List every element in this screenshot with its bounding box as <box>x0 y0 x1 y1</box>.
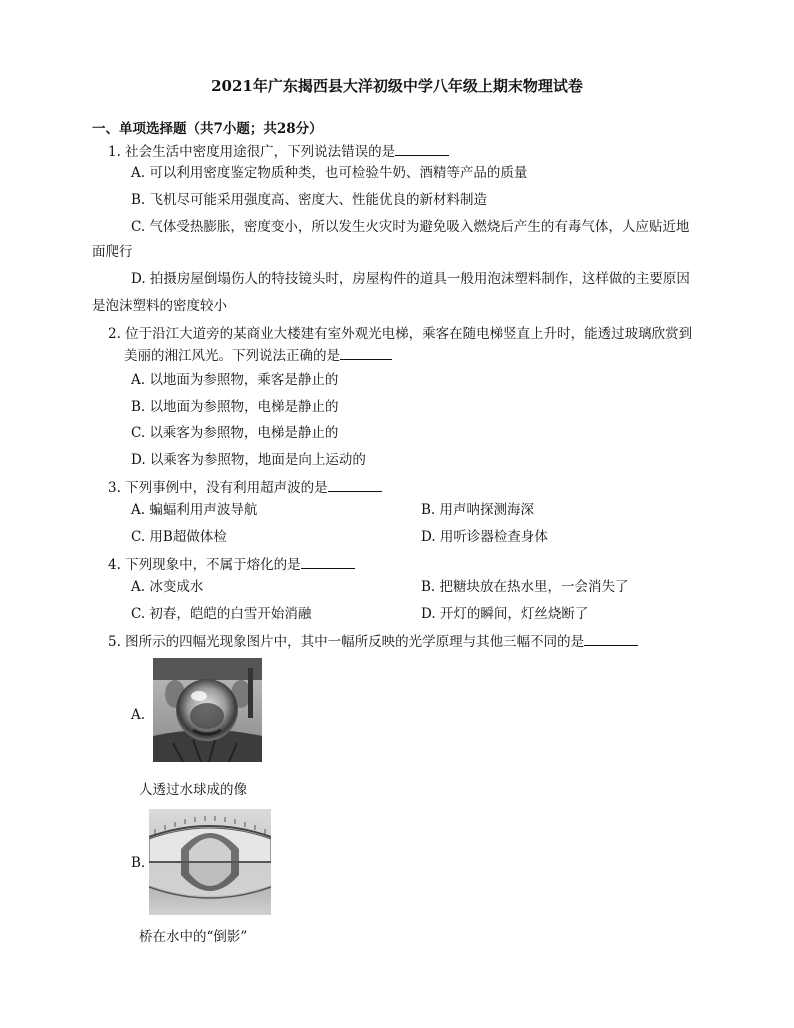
answer-blank <box>340 346 392 360</box>
q5-option-a-label: A. <box>131 707 146 723</box>
q1-option-d-line1: D. 拍摄房屋倒塌伤人的特技镜头时，房屋构件的道具一般用泡沫塑料制作，这样做的主要原因 <box>131 271 690 287</box>
q3-option-b: B. 用声呐探测海深 <box>421 502 535 518</box>
q3-option-d: D. 用听诊器检查身体 <box>421 529 548 545</box>
question-4-stem: 4. 下列现象中，不属于熔化的是 <box>108 555 355 574</box>
q2-option-c: C. 以乘客为参照物，电梯是静止的 <box>131 425 339 441</box>
exam-title: 2021年广东揭西县大洋初级中学八年级上期末物理试卷 <box>211 77 583 95</box>
q4-option-c: C. 初春，皑皑的白雪开始消融 <box>131 606 312 622</box>
q2-option-b: B. 以地面为参照物，电梯是静止的 <box>131 399 339 415</box>
question-3-stem: 3. 下列事例中，没有利用超声波的是 <box>108 478 382 497</box>
question-2-stem-line1: 2. 位于沿江大道旁的某商业大楼建有室外观光电梯，乘客在随电梯竖直上升时，能透过玻璃欣赏到 <box>108 326 693 342</box>
question-2-stem-line2: 美丽的湘江风光。下列说法正确的是 <box>124 346 392 365</box>
q4-option-d: D. 开灯的瞬间，灯丝烧断了 <box>421 606 589 622</box>
q1-option-a: A. 可以利用密度鉴定物质种类，也可检验牛奶、酒精等产品的质量 <box>131 165 528 181</box>
q2-option-a: A. 以地面为参照物，乘客是静止的 <box>131 372 339 388</box>
q1-option-c-line2: 面爬行 <box>92 244 133 260</box>
q5-option-a-caption: 人透过水球成的像 <box>139 782 247 798</box>
q5-option-b-caption: 桥在水中的“倒影” <box>139 929 248 945</box>
q2-option-d: D. 以乘客为参照物，地面是向上运动的 <box>131 452 366 468</box>
question-5-stem: 5. 图所示的四幅光现象图片中，其中一幅所反映的光学原理与其他三幅不同的是 <box>108 632 638 651</box>
answer-blank <box>395 142 449 156</box>
q4-option-a: A. 冰变成水 <box>131 579 204 595</box>
answer-blank <box>301 555 355 569</box>
answer-blank <box>328 478 382 492</box>
section-heading: 一、单项选择题（共7小题；共28分） <box>92 121 323 137</box>
q3-option-a: A. 蝙蝠利用声波导航 <box>131 502 258 518</box>
q1-option-d-line2: 是泡沫塑料的密度较小 <box>92 298 227 314</box>
q1-option-b: B. 飞机尽可能采用强度高、密度大、性能优良的新材料制造 <box>131 192 488 208</box>
q4-option-b: B. 把糖块放在热水里，一会消失了 <box>421 579 629 595</box>
answer-blank <box>584 632 638 646</box>
q3-option-c: C. 用B超做体检 <box>131 529 227 545</box>
bridge-reflection-image <box>149 809 271 915</box>
q5-option-b-label: B. <box>131 855 146 871</box>
q1-option-c-line1: C. 气体受热膨胀，密度变小，所以发生火灾时为避免吸入燃烧后产生的有毒气体，人应贴近地 <box>131 219 690 235</box>
water-ball-image <box>153 658 262 762</box>
question-1-stem: 1. 社会生活中密度用途很广，下列说法错误的是 <box>108 142 449 161</box>
